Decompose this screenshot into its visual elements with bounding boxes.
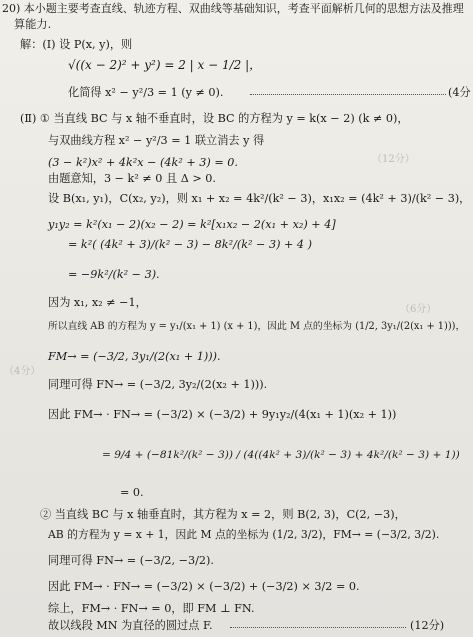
- score-mark-12: (12分): [410, 619, 445, 632]
- conclusion-circle: 故以线段 MN 为直径的圆过点 F.: [48, 619, 213, 632]
- dot-product-zero: = 0.: [120, 486, 144, 499]
- bleed-through-mark: （6分）: [400, 304, 437, 315]
- system-step: 与双曲线方程 x² − y²/3 = 1 联立消去 y 得: [48, 134, 265, 147]
- problem-header-cont: 算能力.: [14, 18, 52, 31]
- part1-equation: √((x − 2)² + y²) = 2 | x − 1/2 |，: [68, 58, 262, 72]
- score-leader-dots: [230, 627, 406, 628]
- problem-header: 20) 本小题主要考查直线、轨迹方程、双曲线等基础知识，考查平面解析几何的思想方法及推理: [2, 2, 464, 15]
- case2-ab-and-m: AB 的方程为 y = x + 1，因此 M 点的坐标为 (1/2, 3/2)，FM→ = (−3/2, 3/2).: [48, 528, 440, 541]
- part2-case1-intro: (Ⅱ) ① 当直线 BC 与 x 轴不垂直时，设 BC 的方程为 y = k(x − 2) (k ≠ 0)，: [20, 112, 409, 125]
- score-mark-4: (4分: [448, 86, 471, 99]
- score-leader-dots: [250, 94, 446, 95]
- y1y2-substitute: = k²( (4k² + 3)/(k² − 3) − 8k²/(k² − 3) + 4 ): [68, 238, 312, 251]
- y1y2-expand: y₁y₂ = k²(x₁ − 2)(x₂ − 2) = k²[x₁x₂ − 2(x₁ + x₂) + 4]: [48, 218, 336, 231]
- part1-simplified: 化简得 x² − y²/3 = 1 (y ≠ 0).: [68, 86, 224, 99]
- y1y2-result: = −9k²/(k² − 3).: [68, 268, 160, 281]
- case2-fn: 同理可得 FN→ = (−3/2, −3/2).: [48, 554, 214, 567]
- bleed-through-mark: （4分）: [4, 366, 41, 377]
- vector-fn: 同理可得 FN→ = (−3/2, 3y₂/(2(x₂ + 1))).: [48, 378, 268, 391]
- dot-product-expand: = 9/4 + (−81k²/(k² − 3)) / (4((4k² + 3)/(k² − 3) + 4k²/(k² − 3) + 1)): [102, 449, 460, 461]
- x-restriction: 因为 x₁, x₂ ≠ −1，: [48, 296, 147, 309]
- discriminant-condition: 由题意知，3 − k² ≠ 0 且 Δ > 0.: [48, 172, 216, 185]
- vieta-relations: 设 B(x₁, y₁)，C(x₂, y₂)，则 x₁ + x₂ = 4k²/(k² − 3)，x₁x₂ = (4k² + 3)/(k² − 3)，: [48, 192, 471, 205]
- line-ab-and-m: 所以直线 AB 的方程为 y = y₁/(x₁ + 1) (x + 1)，因此 M 点的坐标为 (1/2, 3y₁/(2(x₁ + 1)))，: [48, 321, 466, 332]
- quadratic-eq: (3 − k²)x² + 4k²x − (4k² + 3) = 0.: [48, 156, 238, 169]
- part2-case2-intro: ② 当直线 BC 与 x 轴垂直时，其方程为 x = 2，则 B(2, 3)，C(2, −3)，: [40, 508, 406, 521]
- bleed-through-mark: （12分）: [372, 154, 415, 165]
- dot-product: 因此 FM→ · FN→ = (−3/2) × (−3/2) + 9y₁y₂/(4(x₁ + 1)(x₂ + 1)): [48, 408, 397, 421]
- case2-dot-product: 因此 FM→ · FN→ = (−3/2) × (−3/2) + (−3/2) × 3/2 = 0.: [48, 580, 360, 593]
- conclusion-perpendicular: 综上，FM→ · FN→ = 0，即 FM ⊥ FN.: [48, 602, 255, 615]
- part1-intro: 解：(Ⅰ) 设 P(x, y)，则: [20, 38, 133, 51]
- vector-fm: FM→ = (−3/2, 3y₁/(2(x₁ + 1))).: [48, 350, 221, 363]
